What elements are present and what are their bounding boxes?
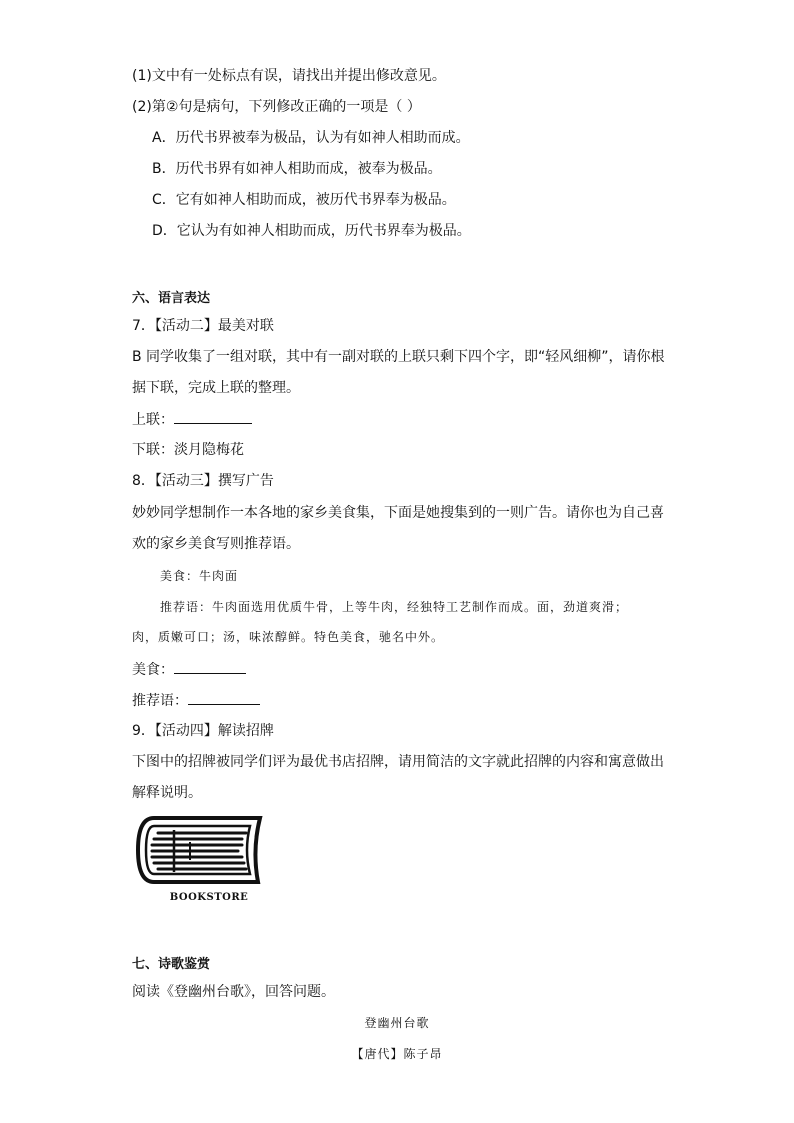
option-d: D．它认为有如神人相助而成，历代书界奉为极品。 [152, 223, 471, 239]
question-sub-1: (1)文中有一处标点有误，请找出并提出修改意见。 [132, 68, 446, 84]
food-label: 美食： [132, 662, 174, 678]
upper-couplet-blank[interactable] [174, 409, 252, 424]
upper-couplet-row [132, 409, 252, 430]
bookstore-sign-text: BOOKSTORE [169, 892, 249, 903]
lower-couplet: 下联：淡月隐梅花 [132, 442, 244, 458]
section-heading-7: 七、诗歌鉴赏 [132, 957, 211, 972]
poem-author: 【唐代】陈子昂 [351, 1047, 443, 1061]
option-c: C．它有如神人相助而成，被历代书界奉为极品。 [152, 192, 456, 208]
question-7-text-1: B 同学收集了一组对联，其中有一副对联的上联只剩下四个字，即“轻风细柳”，请你根 [132, 349, 665, 365]
food-blank[interactable] [174, 659, 246, 674]
ad-food: 美食：牛肉面 [160, 569, 239, 583]
recommendation-blank[interactable] [188, 690, 260, 705]
recommendation-answer-row [132, 690, 260, 711]
question-7-text-2: 据下联，完成上联的整理。 [132, 380, 300, 396]
option-b: B．历代书界有如神人相助而成，被奉为极品。 [152, 161, 442, 177]
recommendation-label: 推荐语： [132, 693, 188, 709]
question-9-text-2: 解释说明。 [132, 785, 202, 801]
question-7-title: 7．【活动二】最美对联 [132, 318, 274, 334]
poem-intro: 阅读《登幽州台歌》，回答问题。 [132, 984, 335, 1000]
ad-recommendation-2: 肉，质嫩可口；汤，味浓醇鲜。特色美食，驰名中外。 [132, 630, 445, 644]
question-8-text-2: 欢的家乡美食写则推荐语。 [132, 536, 300, 552]
option-a: A．历代书界被奉为极品，认为有如神人相助而成。 [152, 130, 470, 146]
question-sub-2: (2)第②句是病句，下列修改正确的一项是（ ） [132, 99, 421, 115]
poem-title: 登幽州台歌 [364, 1016, 430, 1030]
question-9-text-1: 下图中的招牌被同学们评为最优书店招牌，请用简洁的文字就此招牌的内容和寓意做出 [132, 754, 664, 770]
question-8-text-1: 妙妙同学想制作一本各地的家乡美食集，下面是她搜集到的一则广告。请你也为自己喜 [132, 505, 664, 521]
food-answer-row [132, 659, 246, 680]
question-8-title: 8．【活动三】撰写广告 [132, 473, 274, 489]
question-9-title: 9．【活动四】解读招牌 [132, 723, 274, 739]
section-heading-6: 六、语言表达 [132, 291, 211, 306]
upper-couplet-label: 上联： [132, 412, 174, 428]
ad-recommendation-1: 推荐语：牛肉面选用优质牛骨，上等牛肉，经独特工艺制作而成。面，劲道爽滑； [160, 600, 629, 614]
